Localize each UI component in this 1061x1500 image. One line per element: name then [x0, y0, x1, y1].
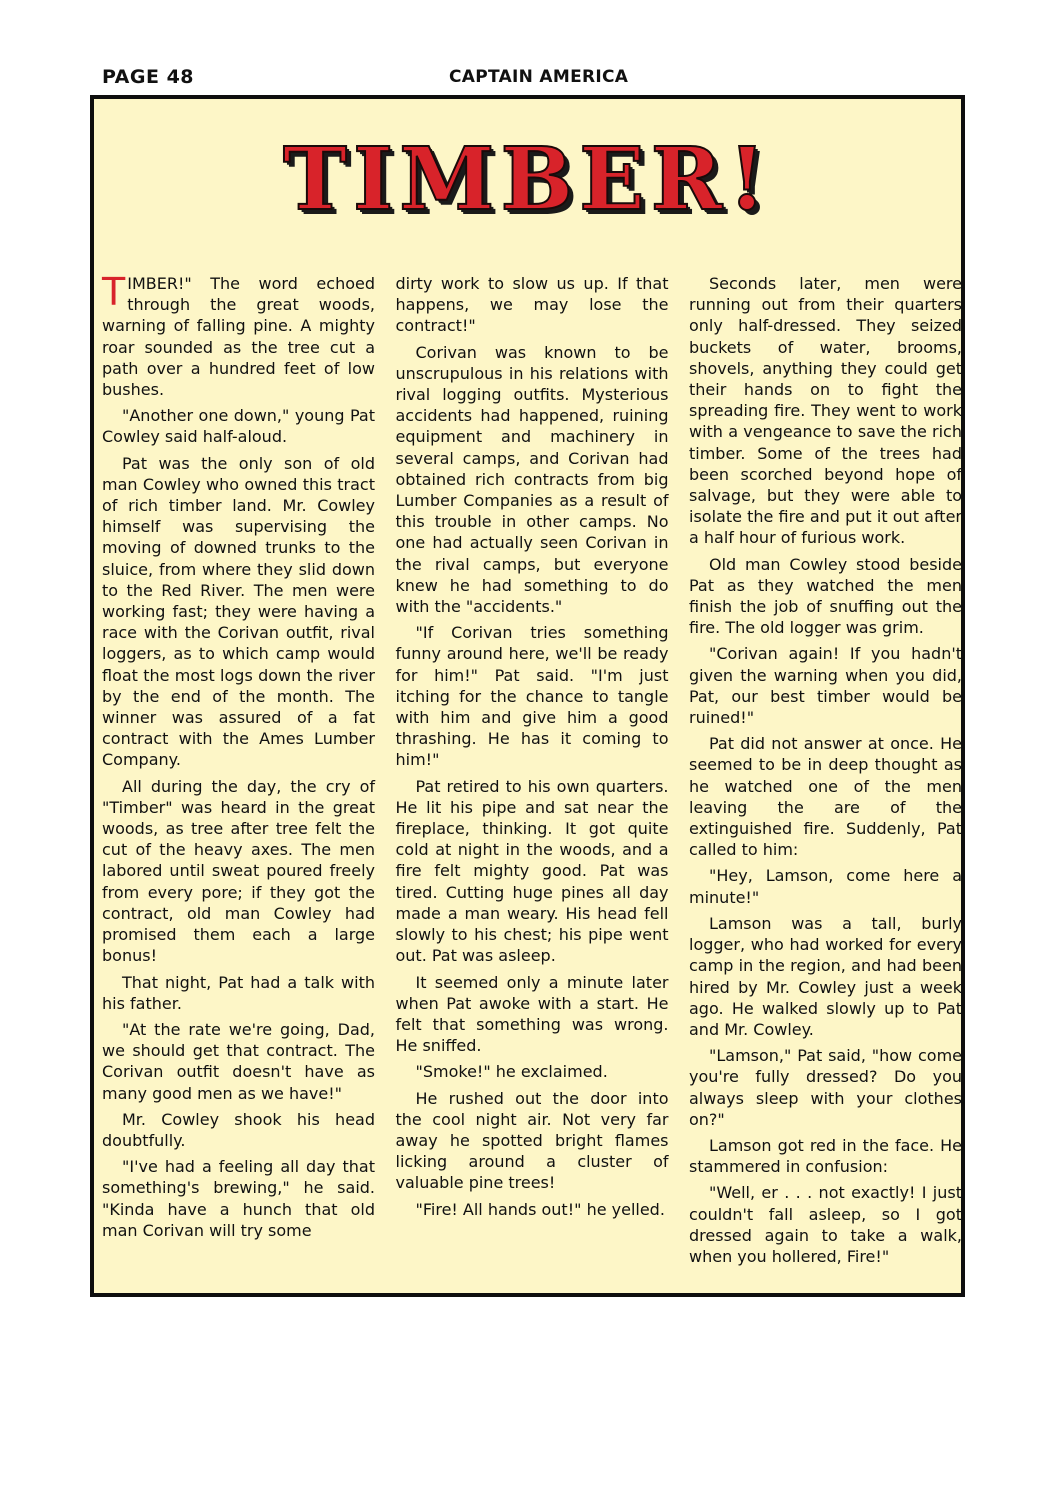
paragraph: "Fire! All hands out!" he yelled. [415, 1199, 665, 1219]
paragraph: dirty work to slow us up. If that happens, we may lose the contract!" [395, 274, 669, 336]
paragraph: "Lamson," Pat said, "how come you're fully dressed? Do you always sleep with your clothes on?" [689, 1046, 962, 1129]
paragraph: "Smoke!" he exclaimed. [415, 1062, 608, 1082]
paragraph: Pat did not answer at once. He seemed to be in deep thought as he watched one of the men leaving the are of the extinguished fire. Suddenly, Pat called to him: [689, 734, 962, 860]
paragraph: That night, Pat had a talk with his father. [102, 972, 375, 1013]
drop-cap: T [102, 270, 126, 314]
story-panel [90, 95, 965, 1297]
paragraph: Pat retired to his own quarters. He lit his pipe and sat near the fireplace, thinking. It got quite cold at night in the woods, and a fire felt mighty good. Pat was tired. Cutting huge pines all day made a man weary. His head fell slowly to his chest; his pipe went out. Pat was asleep. [395, 776, 669, 966]
text-column-1 [102, 270, 375, 1291]
paragraph: "Hey, Lamson, come here a minute!" [689, 866, 962, 907]
text-column-2 [396, 273, 669, 1291]
paragraph: "At the rate we're going, Dad, we should get that contract. The Corivan outfit doesn't have as many good men as we have!" [102, 1019, 375, 1103]
story-title: TIMBER! [283, 129, 772, 230]
text-column-3 [689, 273, 962, 1291]
paragraph: It seemed only a minute later when Pat awoke with a start. He felt that something was wrong. He sniffed. [395, 972, 669, 1056]
paragraph: "If Corivan tries something funny around here, we'll be ready for him!" Pat said. "I'm just itching for the chance to tangle with him and give him a good thrashing. He has it coming to him!" [395, 623, 669, 770]
paragraph: Lamson got red in the face. He stammered in confusion: [689, 1135, 962, 1177]
paragraph: Mr. Cowley shook his head doubtfully. [102, 1109, 375, 1150]
paragraph: "Another one down," young Pat Cowley said half-aloud. [102, 406, 375, 447]
paragraph: Seconds later, men were running out from their quarters only half-dressed. They seized buckets of water, brooms, shovels, anything they could get their hands on to fight the spreading fire. They went to work with a vengeance to save the rich timber. Some of the trees had been scorched beyond hope of salvage, but they were able to isolate the fire and put it out after a half hour of furious work. [689, 274, 962, 548]
page-number-label: PAGE 48 [102, 66, 195, 88]
paragraph: Pat was the only son of old man Cowley who owned this tract of rich timber land. Mr. Cowley himself was supervising the moving of downed trunks to the sluice, from where they slid down to the Red River. The men were working fast; they were having a race with the Corivan outfit, rival loggers, as to which camp would float the most logs down the river by the end of the month. The winner was assured of a fat contract with the Ames Lumber Company. [102, 453, 375, 770]
paragraph: "I've had a feeling all day that something's brewing," he said. "Kinda have a hunch that old man Corivan will try some [102, 1157, 375, 1240]
paragraph: He rushed out the door into the cool night air. Not very far away he spotted bright flames licking around a cluster of valuable pine trees! [395, 1088, 669, 1193]
paragraph: "Well, er . . . not exactly! I just couldn't fall asleep, so I got dressed again to take a walk, when you hollered, Fire!" [689, 1183, 962, 1266]
paragraph: Old man Cowley stood beside Pat as they watched the men finish the job of snuffing out the fire. The old logger was grim. [689, 554, 962, 638]
story-columns [102, 270, 962, 1291]
paragraph: TIMBER!" The word echoed through the great woods, warning of falling pine. A mighty roar sounded as the tree cut a path over a hundred feet of low bushes. [102, 270, 375, 400]
magazine-title: CAPTAIN AMERICA [449, 67, 629, 87]
paragraph: All during the day, the cry of "Timber" was heard in the great woods, as tree after tree felt the cut of the heavy axes. The men labored until sweat poured freely from every pore; if they got the contract, old man Cowley had promised them each a large bonus! [102, 776, 375, 966]
page-header [102, 66, 972, 94]
paragraph: Lamson was a tall, burly logger, who had worked for every camp in the region, and had been hired by Mr. Cowley just a week ago. He walked slowly up to Pat and Mr. Cowley. [689, 913, 962, 1039]
paragraph: "Corivan again! If you hadn't given the warning when you did, Pat, our best timber would be ruined!" [689, 644, 962, 728]
paragraph: Corivan was known to be unscrupulous in his relations with rival logging outfits. Mysterious accidents had happened, ruining equipment and machinery in several camps, and Corivan had obtained rich contracts from big Lumber Companies as a result of this trouble in other camps. No one had actually seen Corivan in the rival camps, but everyone knew he had something to do with the "accidents." [395, 342, 669, 617]
